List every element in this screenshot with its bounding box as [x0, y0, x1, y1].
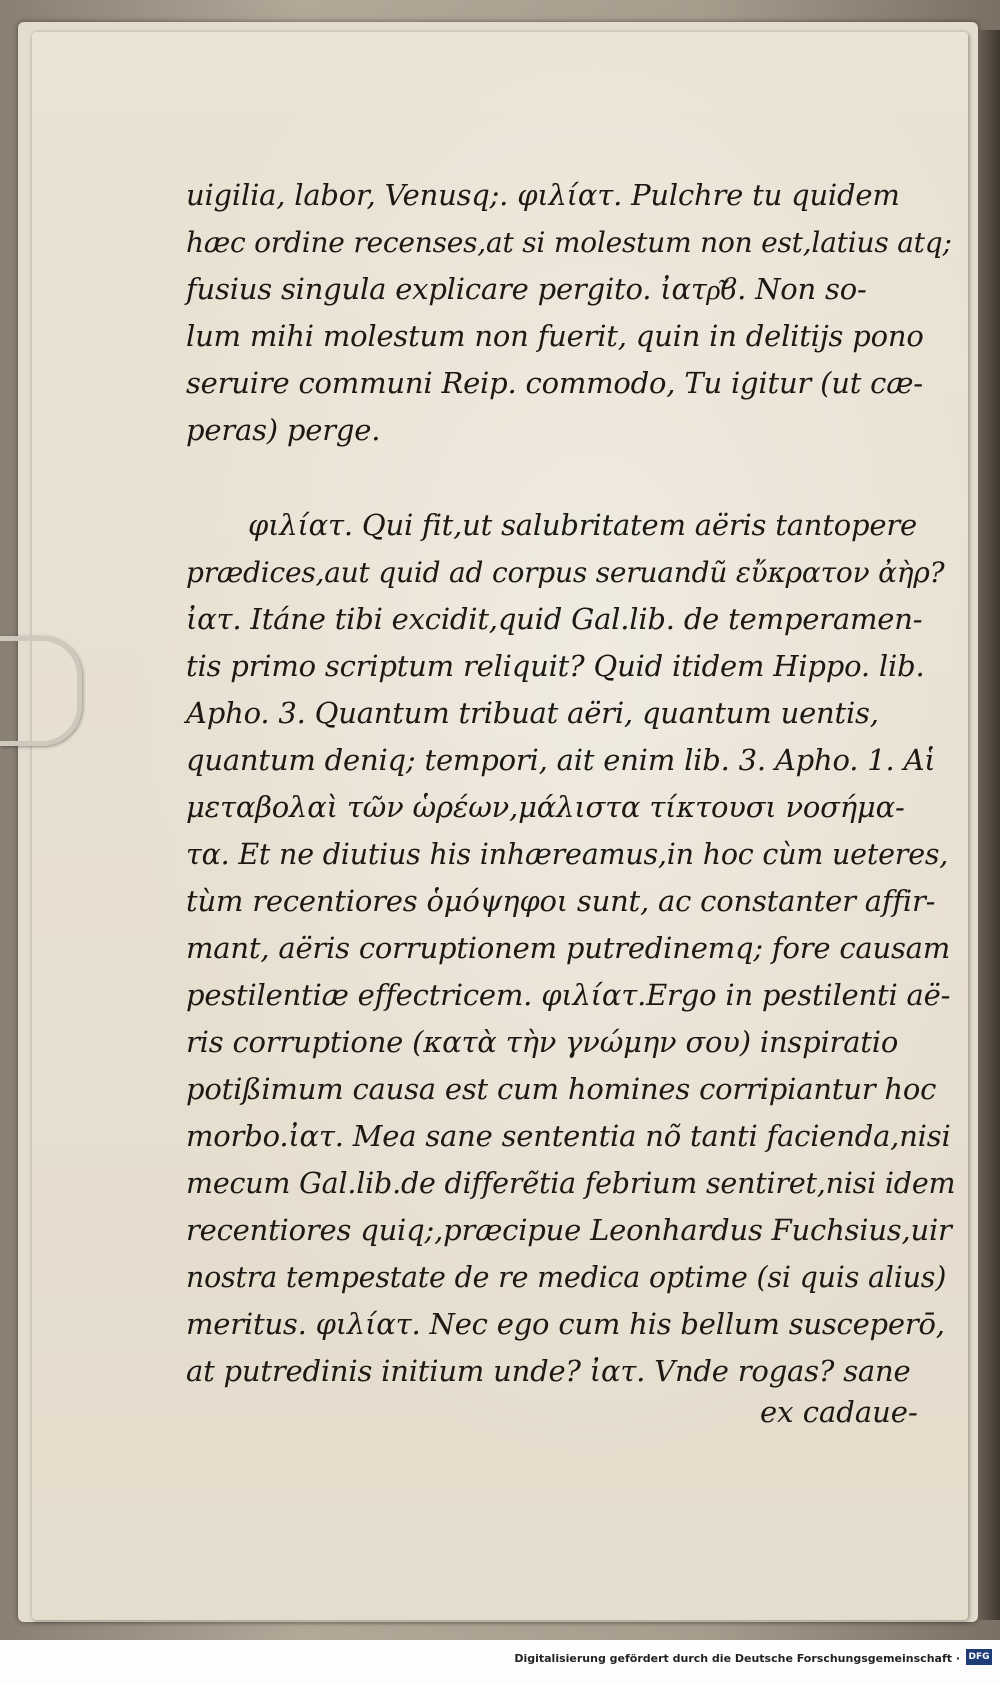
- text-line: peras) perge.: [186, 413, 381, 447]
- text-block-top: [186, 172, 956, 454]
- text-line: quantum deniq; tempori, ait enim lib. 3. Apho. 1. Αἱ: [186, 743, 936, 777]
- text-line: τα. Et ne diutius his inhæreamus,in hoc cùm ueteres,: [186, 838, 949, 871]
- binding-edge: [978, 30, 1000, 1620]
- text-line: ἰατ. Itáne tibi excidit,quid Gal.lib. de temperamen-: [186, 602, 923, 636]
- digitization-footer: [0, 1640, 1000, 1683]
- dfg-logo-icon: DFG: [966, 1649, 992, 1665]
- text-line: hæc ordine recenses,at si molestum non est,latius atq;: [186, 226, 952, 259]
- text-line: mecum Gal.lib.de differẽtia febrium sentiret,nisi idem: [186, 1167, 956, 1200]
- paper-clip-icon: [0, 636, 82, 746]
- text-line: morbo.ἰατ. Mea sane sententia nõ tanti facienda,nisi: [186, 1119, 951, 1153]
- text-line: seruire communi Reip. commodo, Tu igitur (ut cæ-: [186, 366, 923, 400]
- text-line: potißimum causa est cum homines corripiantur hoc: [186, 1072, 937, 1106]
- book-page: [32, 32, 968, 1620]
- catchword: ex cadaue-: [760, 1395, 918, 1429]
- text-line: Apho. 3. Quantum tribuat aëri, quantum uentis,: [186, 696, 879, 730]
- text-line: recentiores quiq;,præcipue Leonhardus Fuchsius,uir: [186, 1213, 952, 1247]
- text-line: nostra tempestate de re medica optime (si quis alius): [186, 1261, 947, 1294]
- text-line: at putredinis initium unde? ἰατ. Vnde rogas? sane: [186, 1354, 911, 1388]
- text-line: mant, aëris corruptionem putredinemq; fore causam: [186, 931, 951, 965]
- footer-credit: Digitalisierung gefördert durch die Deutsche Forschungsgemeinschaft ·: [514, 1652, 960, 1665]
- text-line: μεταβολαὶ τῶν ὡρέων,μάλιστα τίκτουσι νοσήμα-: [186, 790, 905, 824]
- text-line: prædices,aut quid ad corpus seruandũ εὔκρατον ἀὴρ?: [186, 556, 945, 589]
- text-line: tùm recentiores ὁμόψηφοι sunt, ac constanter affir-: [186, 884, 936, 918]
- text-line: tis primo scriptum reliquit? Quid itidem Hippo. lib.: [186, 649, 925, 683]
- text-line: lum mihi molestum non fuerit, quin in delitijs pono: [186, 319, 924, 353]
- text-line: ris corruptione (κατὰ τὴν γνώμην σου) inspiratio: [186, 1025, 899, 1059]
- text-line: uigilia, labor, Venusq;. φιλίατ. Pulchre tu quidem: [186, 178, 900, 212]
- text-line: pestilentiæ effectricem. φιλίατ.Ergo in pestilenti aë-: [186, 978, 951, 1012]
- text-line: φιλίατ. Qui fit,ut salubritatem aëris tantopere: [248, 508, 917, 542]
- text-line: fusius singula explicare pergito. ἰατρ͂ϐ. Non so-: [186, 272, 867, 306]
- text-line: meritus. φιλίατ. Nec ego cum his bellum susceperō,: [186, 1307, 945, 1341]
- text-block-main: [186, 502, 956, 1395]
